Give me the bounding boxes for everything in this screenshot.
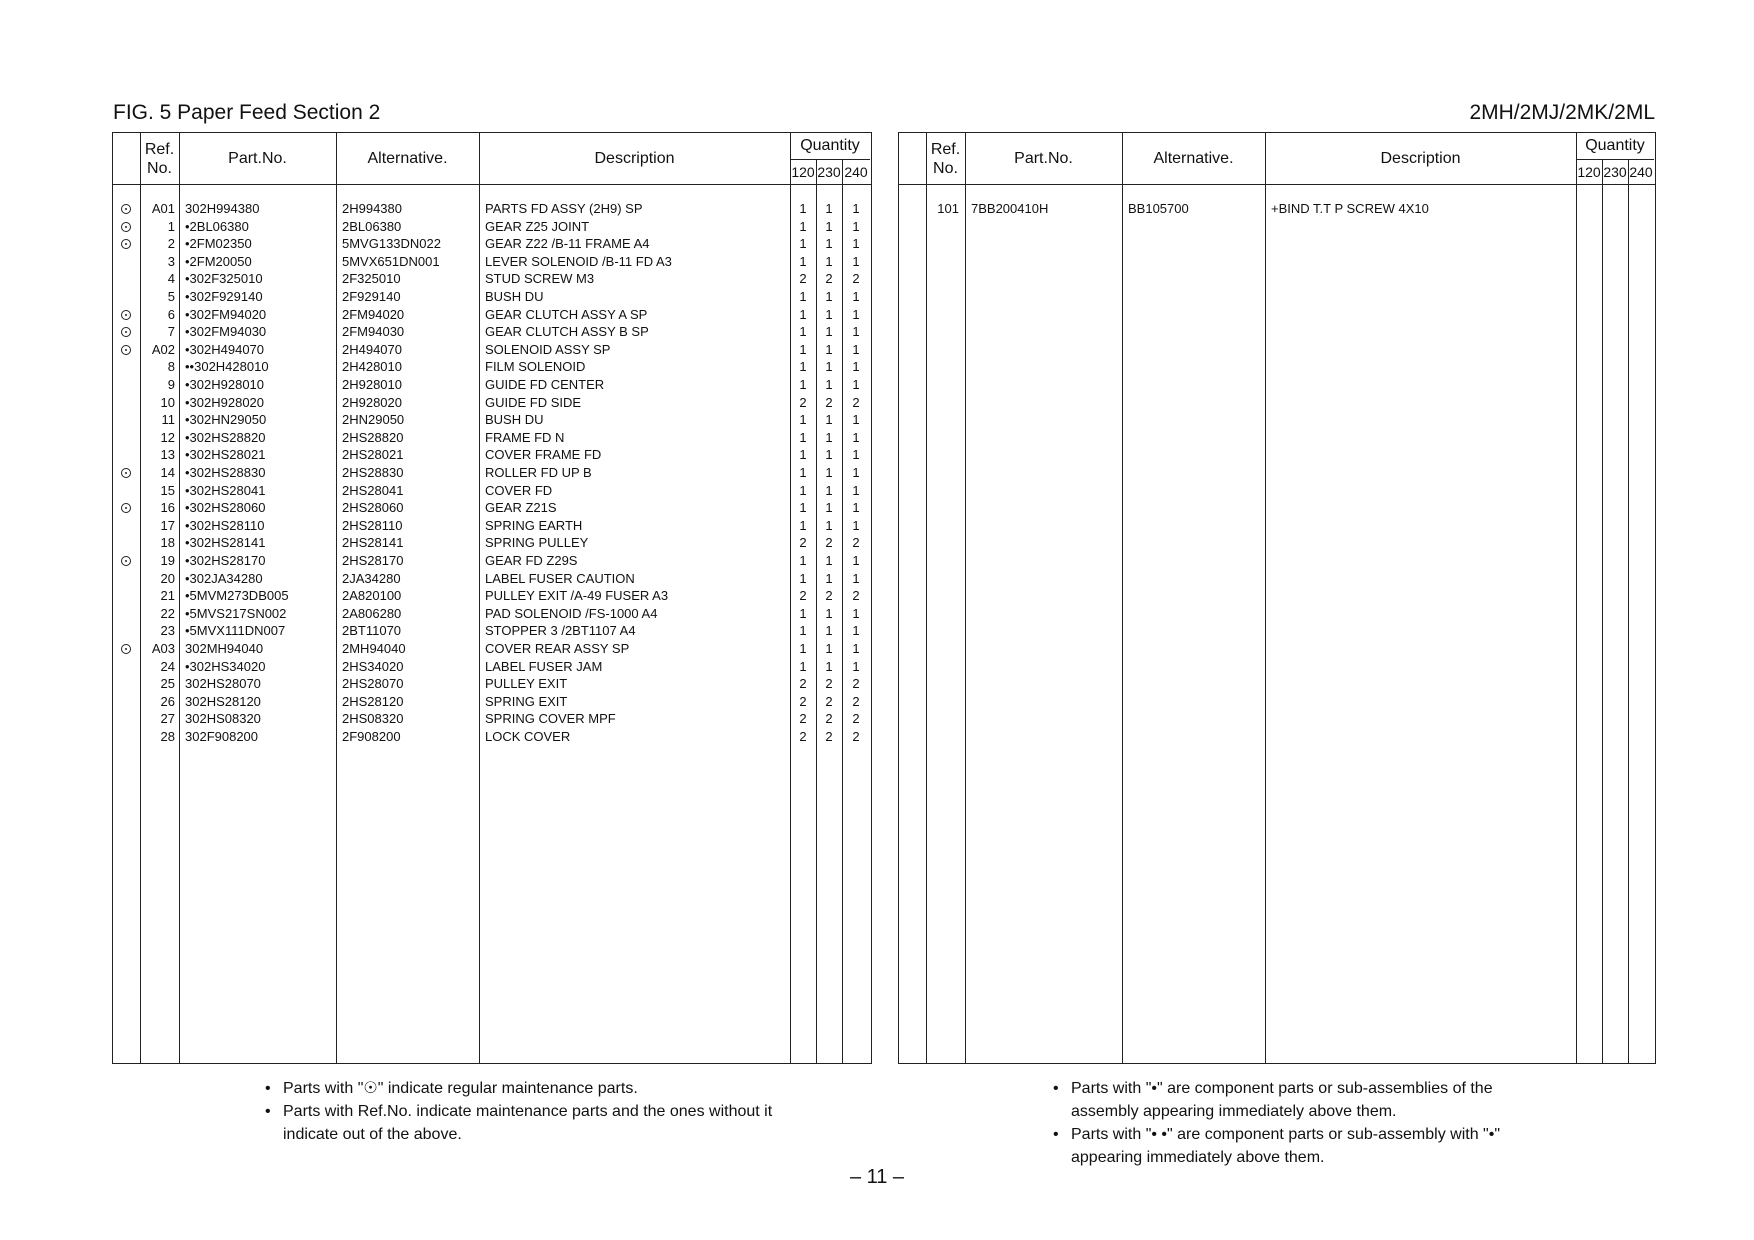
- qty-120-cell: 2: [799, 711, 807, 727]
- table-row: [113, 446, 871, 464]
- table-row: [113, 411, 871, 429]
- part-no-cell: •2BL06380: [185, 218, 249, 234]
- qty-240-cell: 1: [852, 553, 860, 568]
- table-row: [113, 253, 871, 271]
- part-no-cell: 302HS28070: [185, 676, 261, 692]
- alternative-cell: 2BL06380: [342, 218, 402, 234]
- description-cell: PAD SOLENOID /FS-1000 A4: [485, 605, 658, 621]
- part-no-cell: •302HS28021: [185, 447, 266, 463]
- part-no-cell: •302HN29050: [185, 412, 267, 428]
- qty-120-cell: 2: [799, 729, 807, 744]
- ref-no-cell: 26: [160, 693, 175, 709]
- qty-120-cell: 1: [799, 359, 807, 375]
- qty-230-cell: 1: [825, 412, 833, 428]
- parts-table-left: [112, 132, 872, 1064]
- description-cell: GEAR FD Z29S: [485, 553, 578, 568]
- part-no-cell: •302F929140: [185, 289, 263, 304]
- alternative-cell: 2HS08320: [342, 711, 404, 727]
- col-ref: Ref. No.: [144, 140, 175, 177]
- table-body: [113, 185, 871, 1063]
- alternative-cell: 2HS28141: [342, 535, 404, 551]
- qty-230-cell: 1: [825, 377, 833, 392]
- ref-no-cell: 19: [160, 553, 175, 568]
- description-cell: LOCK COVER: [485, 729, 571, 744]
- qty-240-cell: 1: [852, 359, 860, 375]
- qty-240-cell: 1: [852, 605, 860, 621]
- part-no-cell: 302F908200: [185, 729, 259, 744]
- ref-no-cell: 1: [167, 218, 175, 234]
- maintenance-mark-icon: [121, 468, 131, 478]
- alternative-cell: 2JA34280: [342, 570, 401, 586]
- qty-240-cell: 1: [852, 341, 860, 357]
- col-q230: 230: [1603, 163, 1627, 180]
- qty-230-cell: 1: [825, 482, 833, 498]
- table-row: [113, 710, 871, 728]
- ref-no-cell: 17: [160, 517, 175, 533]
- ref-no-cell: A01: [151, 201, 175, 216]
- qty-230-cell: 1: [825, 623, 833, 639]
- ref-no-cell: A03: [151, 641, 175, 656]
- qty-230-cell: 1: [825, 517, 833, 533]
- description-cell: ROLLER FD UP B: [485, 465, 592, 480]
- table-row: [113, 218, 871, 236]
- qty-230-cell: 2: [825, 729, 833, 744]
- ref-no-cell: 14: [160, 465, 175, 480]
- part-no-cell: •302HS28141: [185, 535, 266, 551]
- qty-120-cell: 1: [799, 377, 807, 392]
- qty-240-cell: 2: [852, 729, 860, 744]
- ref-no-cell: 24: [160, 658, 175, 674]
- table-row: [113, 482, 871, 500]
- description-cell: GEAR CLUTCH ASSY B SP: [485, 324, 649, 340]
- maintenance-mark-icon: [121, 644, 131, 654]
- alternative-cell: 2HS28120: [342, 693, 404, 709]
- col-q120: 120: [1577, 163, 1601, 180]
- ref-no-cell: 15: [160, 482, 175, 498]
- note-maintenance: • Parts with "☉" indicate regular maintenance parts.: [265, 1077, 825, 1100]
- note-refno: • Parts with Ref.No. indicate maintenance parts and the ones without it indicate out of the above.: [265, 1100, 825, 1146]
- qty-120-cell: 1: [799, 324, 807, 340]
- alternative-cell: 2A820100: [342, 588, 402, 604]
- description-cell: STOPPER 3 /2BT1107 A4: [485, 623, 636, 639]
- model-codes: 2MH/2MJ/2MK/2ML: [1469, 101, 1655, 124]
- alternative-cell: BB105700: [1128, 201, 1189, 216]
- alternative-cell: 2HS28070: [342, 676, 404, 692]
- maintenance-mark-icon: [121, 204, 131, 214]
- table-row: [113, 622, 871, 640]
- table-row: [113, 534, 871, 552]
- qty-120-cell: 1: [799, 517, 807, 533]
- ref-no-cell: 18: [160, 535, 175, 551]
- col-q240: 240: [1629, 163, 1653, 180]
- note-sub-component: • Parts with "• •" are component parts or sub-assembly with "•" appearing immediately above them.: [1053, 1123, 1553, 1169]
- qty-230-cell: 2: [825, 535, 833, 551]
- qty-120-cell: 1: [799, 500, 807, 516]
- qty-120-cell: 1: [799, 482, 807, 498]
- table-row: [113, 394, 871, 412]
- maintenance-mark-icon: [121, 503, 131, 513]
- qty-230-cell: 1: [825, 306, 833, 322]
- alternative-cell: 2HS28021: [342, 447, 404, 463]
- qty-230-cell: 1: [825, 253, 833, 269]
- alternative-cell: 2HS28830: [342, 465, 404, 480]
- table-row: [113, 552, 871, 570]
- qty-240-cell: 1: [852, 412, 860, 428]
- qty-240-cell: 1: [852, 465, 860, 480]
- maintenance-mark-icon: [121, 345, 131, 355]
- table-row: [113, 288, 871, 306]
- part-no-cell: 302H994380: [185, 201, 260, 216]
- qty-240-cell: 1: [852, 623, 860, 639]
- qty-120-cell: 2: [799, 588, 807, 604]
- qty-230-cell: 1: [825, 359, 833, 375]
- qty-240-cell: 1: [852, 641, 860, 656]
- qty-230-cell: 2: [825, 271, 833, 287]
- qty-240-cell: 1: [852, 429, 860, 445]
- col-quantity: Quantity: [800, 137, 860, 154]
- part-no-cell: 302HS28120: [185, 693, 261, 709]
- part-no-cell: •302F325010: [185, 271, 263, 287]
- part-no-cell: •5MVS217SN002: [185, 605, 287, 621]
- ref-no-cell: 12: [160, 429, 175, 445]
- table-row: [113, 429, 871, 447]
- qty-240-cell: 2: [852, 676, 860, 692]
- table-row: [113, 640, 871, 658]
- alternative-cell: 2F929140: [342, 289, 401, 304]
- qty-120-cell: 2: [799, 535, 807, 551]
- qty-240-cell: 1: [852, 570, 860, 586]
- ref-no-cell: 6: [167, 306, 175, 322]
- ref-no-cell: 8: [167, 359, 175, 375]
- description-cell: GEAR Z21S: [485, 500, 557, 516]
- table-row: [113, 358, 871, 376]
- maintenance-mark-icon: [121, 556, 131, 566]
- table-row: [113, 658, 871, 676]
- table-row: [113, 675, 871, 693]
- qty-230-cell: 2: [825, 693, 833, 709]
- description-cell: +BIND T.T P SCREW 4X10: [1271, 201, 1429, 216]
- maintenance-mark-icon: [121, 310, 131, 320]
- part-no-cell: •302JA34280: [185, 570, 263, 586]
- qty-230-cell: 1: [825, 218, 833, 234]
- table-row: [113, 341, 871, 359]
- qty-240-cell: 2: [852, 588, 860, 604]
- part-no-cell: •5MVX111DN007: [185, 623, 286, 639]
- description-cell: COVER FRAME FD: [485, 447, 602, 463]
- description-cell: SPRING EARTH: [485, 517, 583, 533]
- qty-240-cell: 1: [852, 517, 860, 533]
- figure-title: FIG. 5 Paper Feed Section 2: [113, 101, 381, 124]
- part-no-cell: •302H928020: [185, 394, 265, 410]
- col-desc: Description: [1380, 150, 1461, 167]
- description-cell: FILM SOLENOID: [485, 359, 586, 375]
- qty-230-cell: 1: [825, 500, 833, 516]
- qty-120-cell: 2: [799, 394, 807, 410]
- note-component: • Parts with "•" are component parts or sub-assemblies of the assembly appearing immediately above them.: [1053, 1077, 1553, 1123]
- col-q240: 240: [844, 163, 868, 180]
- ref-no-cell: 20: [160, 570, 175, 586]
- qty-240-cell: 2: [852, 394, 860, 410]
- description-cell: GEAR CLUTCH ASSY A SP: [485, 306, 648, 322]
- qty-240-cell: 1: [852, 201, 860, 216]
- col-q120: 120: [791, 163, 815, 180]
- alternative-cell: 2FM94030: [342, 324, 405, 340]
- qty-240-cell: 1: [852, 289, 860, 304]
- col-part: Part.No.: [1014, 150, 1073, 167]
- ref-no-cell: 10: [160, 394, 175, 410]
- qty-120-cell: 2: [799, 676, 807, 692]
- alternative-cell: 2HS28060: [342, 500, 404, 516]
- table-row: [113, 570, 871, 588]
- qty-120-cell: 1: [799, 447, 807, 463]
- part-no-cell: •2FM02350: [185, 236, 252, 252]
- qty-120-cell: 1: [799, 236, 807, 252]
- qty-240-cell: 1: [852, 236, 860, 252]
- alternative-cell: 2H994380: [342, 201, 402, 216]
- col-quantity: Quantity: [1585, 137, 1645, 154]
- qty-120-cell: 1: [799, 641, 807, 656]
- qty-240-cell: 1: [852, 253, 860, 269]
- description-cell: BUSH DU: [485, 289, 544, 304]
- ref-no-cell: 25: [160, 676, 175, 692]
- table-row: [113, 323, 871, 341]
- qty-240-cell: 2: [852, 271, 860, 287]
- part-no-cell: •302HS28170: [185, 553, 266, 568]
- ref-no-cell: 28: [160, 729, 175, 744]
- description-cell: PULLEY EXIT: [485, 676, 568, 692]
- page-number: – 11 –: [849, 1166, 905, 1188]
- ref-no-cell: 101: [937, 201, 959, 216]
- qty-230-cell: 1: [825, 570, 833, 586]
- qty-240-cell: 2: [852, 693, 860, 709]
- ref-no-cell: 23: [160, 623, 175, 639]
- qty-240-cell: 1: [852, 377, 860, 392]
- alternative-cell: 2HS28110: [342, 517, 403, 533]
- col-alt: Alternative.: [1153, 150, 1234, 167]
- description-cell: STUD SCREW M3: [485, 271, 595, 287]
- table-row: [113, 587, 871, 605]
- alternative-cell: 2HN29050: [342, 412, 405, 428]
- qty-120-cell: 1: [799, 201, 807, 216]
- qty-120-cell: 1: [799, 658, 807, 674]
- qty-230-cell: 1: [825, 429, 833, 445]
- alternative-cell: 2H494070: [342, 341, 402, 357]
- table-row: [113, 517, 871, 535]
- description-cell: SPRING EXIT: [485, 693, 568, 709]
- maintenance-mark-icon: [121, 239, 131, 249]
- description-cell: PULLEY EXIT /A-49 FUSER A3: [485, 588, 669, 604]
- ref-no-cell: 7: [167, 324, 175, 340]
- description-cell: GUIDE FD CENTER: [485, 377, 605, 392]
- ref-no-cell: 4: [167, 271, 175, 287]
- alternative-cell: 2H428010: [342, 359, 402, 375]
- part-no-cell: 302HS08320: [185, 711, 261, 727]
- qty-240-cell: 1: [852, 482, 860, 498]
- qty-120-cell: 1: [799, 412, 807, 428]
- qty-230-cell: 1: [825, 553, 833, 568]
- col-part: Part.No.: [228, 150, 287, 167]
- table-header: [899, 133, 1655, 185]
- alternative-cell: 2MH94040: [342, 641, 406, 656]
- ref-no-cell: A02: [151, 341, 175, 357]
- qty-120-cell: 1: [799, 289, 807, 304]
- ref-no-cell: 9: [167, 377, 175, 392]
- part-no-cell: •5MVM273DB005: [185, 588, 289, 604]
- description-cell: GUIDE FD SIDE: [485, 394, 582, 410]
- qty-120-cell: 1: [799, 306, 807, 322]
- ref-no-cell: 11: [161, 412, 175, 428]
- alternative-cell: 5MVX651DN001: [342, 253, 440, 269]
- description-cell: COVER FD: [485, 482, 553, 498]
- qty-230-cell: 2: [825, 588, 833, 604]
- qty-230-cell: 1: [825, 465, 833, 480]
- qty-240-cell: 1: [852, 218, 860, 234]
- maintenance-mark-icon: [121, 222, 131, 232]
- qty-120-cell: 1: [799, 570, 807, 586]
- table-row: [899, 200, 1655, 218]
- alternative-cell: 2HS34020: [342, 658, 404, 674]
- qty-240-cell: 1: [852, 324, 860, 340]
- qty-120-cell: 1: [799, 553, 807, 568]
- ref-no-cell: 13: [160, 447, 175, 463]
- table-row: [113, 200, 871, 218]
- qty-120-cell: 1: [799, 253, 807, 269]
- table-row: [113, 499, 871, 517]
- ref-no-cell: 21: [160, 588, 175, 604]
- alternative-cell: 2F325010: [342, 271, 401, 287]
- ref-no-cell: 27: [160, 711, 175, 727]
- qty-120-cell: 2: [799, 693, 807, 709]
- table-row: [113, 605, 871, 623]
- table-header: [113, 133, 871, 185]
- alternative-cell: 2F908200: [342, 729, 401, 744]
- part-no-cell: •302FM94030: [185, 324, 267, 340]
- alternative-cell: 2HS28170: [342, 553, 404, 568]
- part-no-cell: •2FM20050: [185, 253, 252, 269]
- ref-no-cell: 2: [167, 236, 175, 252]
- col-ref: Ref. No.: [930, 140, 961, 177]
- col-desc: Description: [594, 150, 675, 167]
- part-no-cell: •302HS28110: [185, 517, 265, 533]
- table-row: [113, 728, 871, 746]
- qty-240-cell: 1: [852, 500, 860, 516]
- qty-230-cell: 1: [825, 605, 833, 621]
- part-no-cell: •302HS28820: [185, 429, 266, 445]
- qty-230-cell: 1: [825, 641, 833, 656]
- alternative-cell: 2A806280: [342, 605, 402, 621]
- description-cell: SOLENOID ASSY SP: [485, 341, 611, 357]
- description-cell: LABEL FUSER CAUTION: [485, 570, 635, 586]
- part-no-cell: •302H494070: [185, 341, 265, 357]
- qty-230-cell: 1: [825, 289, 833, 304]
- qty-120-cell: 2: [799, 271, 807, 287]
- description-cell: GEAR Z25 JOINT: [485, 218, 590, 234]
- part-no-cell: •302HS34020: [185, 658, 266, 674]
- qty-230-cell: 1: [825, 324, 833, 340]
- part-no-cell: ••302H428010: [185, 359, 269, 375]
- qty-120-cell: 1: [799, 465, 807, 480]
- description-cell: GEAR Z22 /B-11 FRAME A4: [485, 236, 650, 252]
- table-row: [113, 306, 871, 324]
- qty-120-cell: 1: [799, 341, 807, 357]
- qty-240-cell: 1: [852, 447, 860, 463]
- qty-230-cell: 2: [825, 394, 833, 410]
- ref-no-cell: 5: [167, 289, 175, 304]
- part-no-cell: •302HS28830: [185, 465, 266, 480]
- part-no-cell: •302HS28041: [185, 482, 266, 498]
- qty-230-cell: 1: [825, 236, 833, 252]
- qty-230-cell: 1: [825, 201, 833, 216]
- table-row: [113, 376, 871, 394]
- table-body: [899, 185, 1655, 1063]
- notes-left: [265, 1077, 825, 1146]
- qty-120-cell: 1: [799, 429, 807, 445]
- table-row: [113, 464, 871, 482]
- ref-no-cell: 16: [160, 500, 175, 516]
- description-cell: LABEL FUSER JAM: [485, 658, 603, 674]
- qty-230-cell: 1: [825, 341, 833, 357]
- ref-no-cell: 3: [167, 253, 175, 269]
- qty-120-cell: 1: [799, 605, 807, 621]
- table-row: [113, 235, 871, 253]
- alternative-cell: 2H928020: [342, 394, 402, 410]
- description-cell: PARTS FD ASSY (2H9) SP: [485, 201, 643, 216]
- alternative-cell: 2BT11070: [342, 623, 402, 639]
- qty-120-cell: 1: [799, 218, 807, 234]
- parts-table-right: [898, 132, 1656, 1064]
- col-q230: 230: [817, 163, 841, 180]
- qty-240-cell: 1: [852, 306, 860, 322]
- table-row: [113, 270, 871, 288]
- qty-240-cell: 2: [852, 535, 860, 551]
- qty-230-cell: 2: [825, 676, 833, 692]
- part-no-cell: •302HS28060: [185, 500, 266, 516]
- part-no-cell: 7BB200410H: [971, 201, 1049, 216]
- col-alt: Alternative.: [367, 150, 448, 167]
- qty-230-cell: 2: [825, 711, 833, 727]
- qty-120-cell: 1: [799, 623, 807, 639]
- qty-240-cell: 2: [852, 711, 860, 727]
- description-cell: BUSH DU: [485, 412, 544, 428]
- description-cell: SPRING COVER MPF: [485, 711, 616, 727]
- description-cell: SPRING PULLEY: [485, 535, 589, 551]
- part-no-cell: •302H928010: [185, 377, 265, 392]
- description-cell: LEVER SOLENOID /B-11 FD A3: [485, 253, 672, 269]
- part-no-cell: 302MH94040: [185, 641, 264, 656]
- ref-no-cell: 22: [160, 605, 175, 621]
- qty-230-cell: 1: [825, 658, 833, 674]
- alternative-cell: 5MVG133DN022: [342, 236, 441, 252]
- alternative-cell: 2HS28820: [342, 429, 404, 445]
- description-cell: FRAME FD N: [485, 429, 565, 445]
- maintenance-mark-icon: [121, 327, 131, 337]
- table-row: [113, 693, 871, 711]
- qty-230-cell: 1: [825, 447, 833, 463]
- part-no-cell: •302FM94020: [185, 306, 267, 322]
- description-cell: COVER REAR ASSY SP: [485, 641, 630, 656]
- notes-right: [1053, 1077, 1553, 1169]
- alternative-cell: 2FM94020: [342, 306, 405, 322]
- alternative-cell: 2HS28041: [342, 482, 404, 498]
- qty-240-cell: 1: [852, 658, 860, 674]
- alternative-cell: 2H928010: [342, 377, 402, 392]
